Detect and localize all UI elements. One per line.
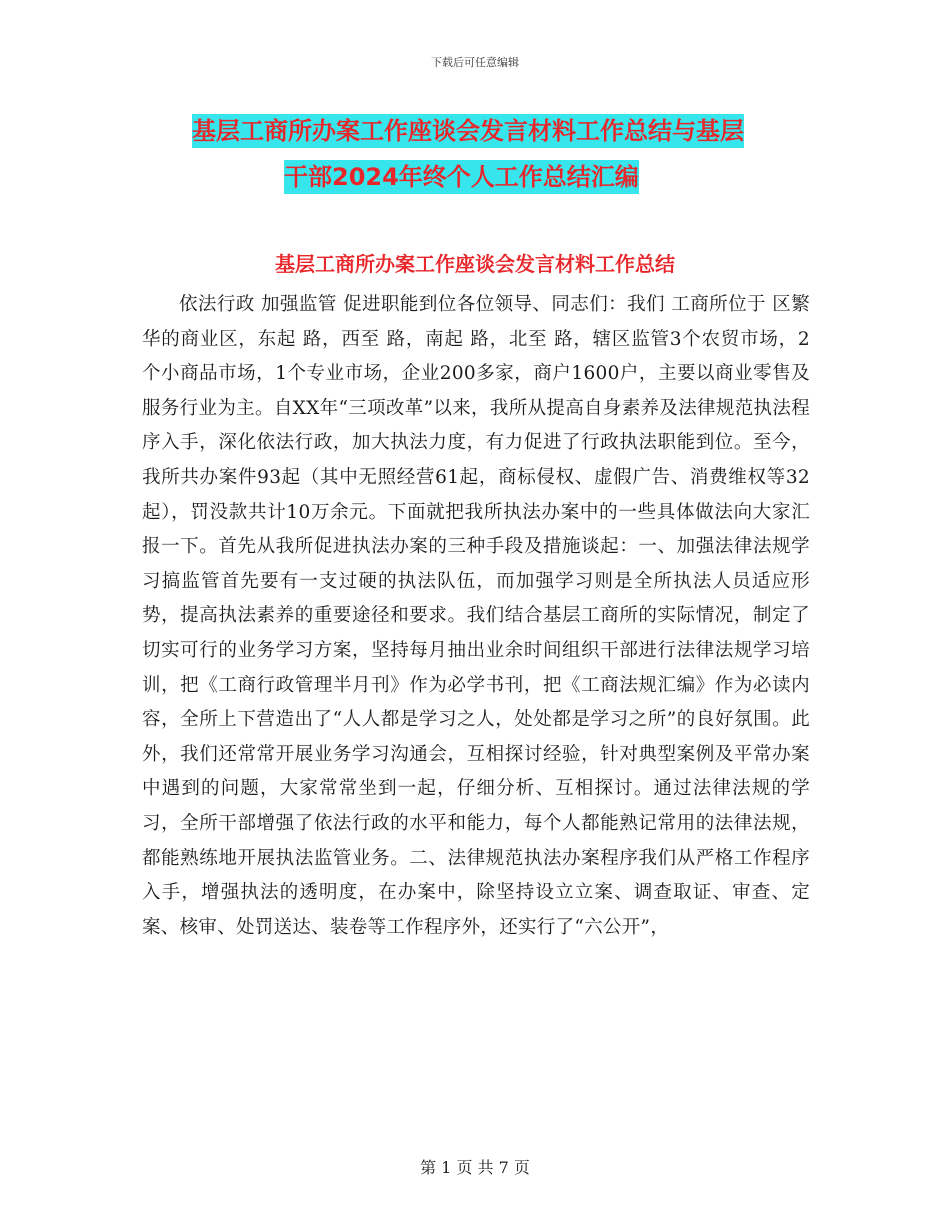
page-number-footer: 第 1 页 共 7 页 — [420, 1158, 530, 1177]
document-title-line2: 干部2024年终个人工作总结汇编 — [284, 160, 639, 194]
section-title: 基层工商所办案工作座谈会发言材料工作总结 — [275, 252, 675, 276]
document-title-line1: 基层工商所办案工作座谈会发言材料工作总结与基层 — [192, 114, 744, 148]
body-paragraph: 依法行政 加强监管 促进职能到位各位领导、同志们：我们 工商所位于 区繁华的商业区，东起 路，西至 路，南起 路，北至 路，辖区监管3个农贸市场，2个小商品市场，1个专业市场，企业200多家，商户1600户，主要以商业零售及服务行业为主。自XX年“三项改革”以来，我所从提高自身素养及法律规范执法程序入手，深化依法行政，加大执法力度，有力促进了行政执法职能到位。至今，我所共办案件93起（其中无照经营61起，商标侵权、虚假广告、消费维权等32起），罚没款共计10万余元。下面就把我所执法办案中的一些具体做法向大家汇报一下。首先从我所促进执法办案的三种手段及措施谈起：一、加强法律法规学习搞监管首先要有一支过硬的执法队伍，而加强学习则是全所执法人员适应形势，提高执法素养的重要途径和要求。我们结合基层工商所的实际情况，制定了切实可行的业务学习方案，坚持每月抽出业余时间组织干部进行法律法规学习培训，把《工商行政管理半月刊》作为必学书刊，把《工商法规汇编》作为必读内容，全所上下营造出了“人人都是学习之人，处处都是学习之所”的良好氛围。此外，我们还常常开展业务学习沟通会，互相探讨经验，针对典型案例及平常办案中遇到的问题，大家常常坐到一起，仔细分析、互相探讨。通过法律法规的学习，全所干部增强了依法行政的水平和能力，每个人都能熟记常用的法律法规，都能熟练地开展执法监管业务。二、法律规范执法办案程序我们从严格工作程序入手，增强执法的透明度，在办案中，除坚持设立立案、调查取证、审查、定案、核审、处罚送达、装卷等工作程序外，还实行了“六公开”， — [142, 294, 810, 938]
header-note: 下载后可任意编辑 — [431, 56, 519, 69]
document-title — [192, 108, 812, 200]
